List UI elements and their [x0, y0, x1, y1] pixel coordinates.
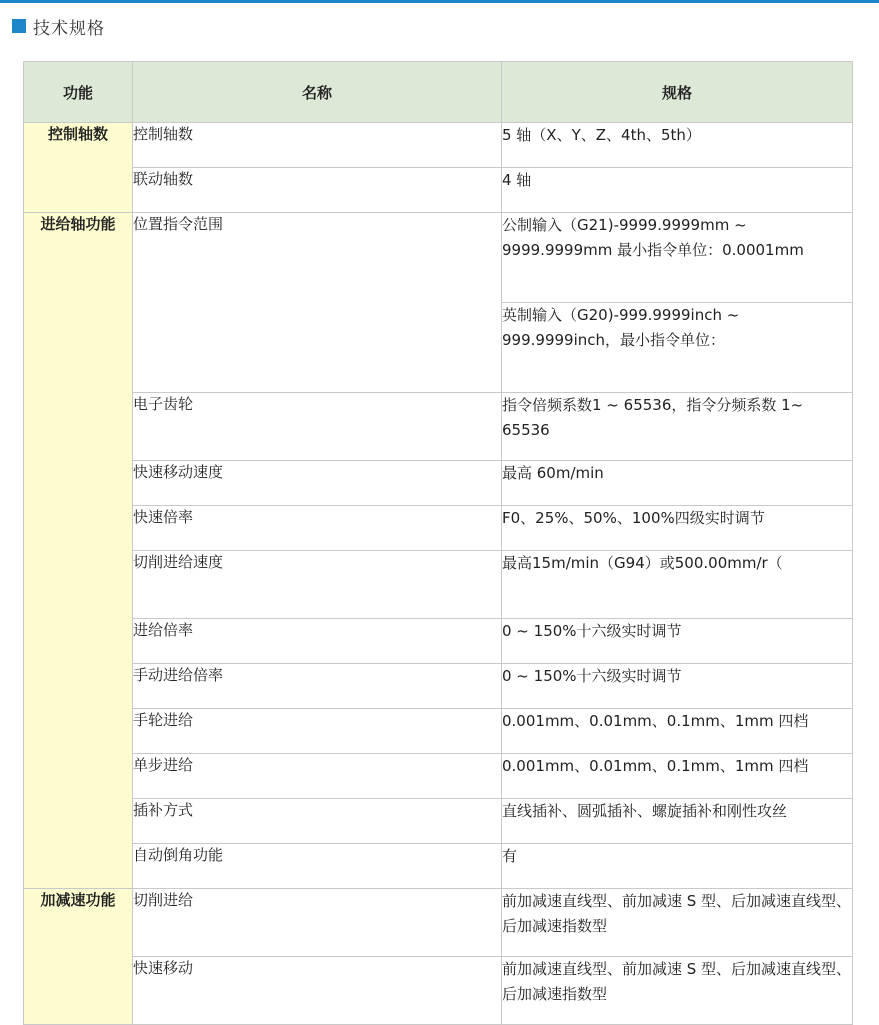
- spec-table: [23, 61, 853, 1025]
- header-spec: 规格: [502, 62, 853, 123]
- table-row: [24, 844, 853, 889]
- table-row: [24, 551, 853, 619]
- table-row: [24, 506, 853, 551]
- name-cell: 控制轴数: [133, 125, 194, 143]
- function-cell: 控制轴数: [24, 123, 133, 213]
- name-cell: 位置指令范围: [133, 215, 224, 233]
- name-cell: 快速倍率: [133, 508, 194, 526]
- name-cell: 快速移动速度: [133, 463, 224, 481]
- function-cell: 加减速功能: [24, 889, 133, 1025]
- table-row: [24, 889, 853, 957]
- table-row: [24, 123, 853, 168]
- spec-cell: 0.001mm、0.01mm、0.1mm、1mm 四档: [502, 757, 809, 775]
- table-row: [24, 799, 853, 844]
- name-cell: 切削进给: [133, 891, 194, 909]
- name-cell: 联动轴数: [133, 170, 194, 188]
- spec-cell: 0.001mm、0.01mm、0.1mm、1mm 四档: [502, 712, 809, 730]
- header-name: 名称: [133, 62, 502, 123]
- table-row: [24, 619, 853, 664]
- name-cell: 自动倒角功能: [133, 846, 224, 864]
- name-cell: 插补方式: [133, 801, 194, 819]
- name-cell: 进给倍率: [133, 621, 194, 639]
- header-function: 功能: [24, 62, 133, 123]
- table-row: [24, 213, 853, 303]
- spec-cell: 前加减速直线型、前加减速 S 型、后加减速直线型、后加减速指数型: [502, 960, 852, 1003]
- section-heading: [12, 15, 105, 37]
- table-row: [24, 709, 853, 754]
- name-cell: 手动进给倍率: [133, 666, 224, 684]
- square-bullet-icon: [12, 19, 26, 33]
- table-row: [24, 754, 853, 799]
- spec-cell: 直线插补、圆弧插补、螺旋插补和刚性攻丝: [502, 802, 788, 820]
- name-cell: 手轮进给: [133, 711, 194, 729]
- name-cell: 切削进给速度: [133, 553, 224, 571]
- table-row: [24, 168, 853, 213]
- spec-cell: F0、25%、50%、100%四级实时调节: [502, 509, 765, 527]
- name-cell: 快速移动: [133, 959, 194, 977]
- spec-cell: 0 ~ 150%十六级实时调节: [502, 667, 682, 685]
- spec-cell: 有: [502, 847, 518, 865]
- spec-cell: 0 ~ 150%十六级实时调节: [502, 622, 682, 640]
- table-row: [24, 393, 853, 461]
- table-row: [24, 461, 853, 506]
- name-cell: 电子齿轮: [133, 395, 194, 413]
- spec-cell: 最高 60m/min: [502, 464, 604, 482]
- table-row: [24, 957, 853, 1025]
- spec-cell: 前加减速直线型、前加减速 S 型、后加减速直线型、后加减速指数型: [502, 892, 852, 935]
- spec-cell: 5 轴（X、Y、Z、4th、5th）: [502, 126, 701, 144]
- function-cell: 进给轴功能: [24, 213, 133, 889]
- table-row: [24, 664, 853, 709]
- spec-cell: 公制输入（G21)-9999.9999mm ~ 9999.9999mm 最小指令单位：0.0001mm: [502, 216, 804, 259]
- top-accent-line: [0, 0, 879, 3]
- section-title: 技术规格: [33, 18, 105, 39]
- spec-cell: 英制输入（G20)-999.9999inch ~ 999.9999inch，最小指令单位：: [502, 306, 740, 349]
- spec-cell: 指令倍频系数1 ~ 65536，指令分频系数 1~ 65536: [502, 396, 804, 439]
- spec-cell: 最高15m/min（G94）或500.00mm/r（: [502, 554, 783, 572]
- table-header-row: [24, 62, 853, 123]
- spec-cell: 4 轴: [502, 171, 532, 189]
- name-cell: 单步进给: [133, 756, 194, 774]
